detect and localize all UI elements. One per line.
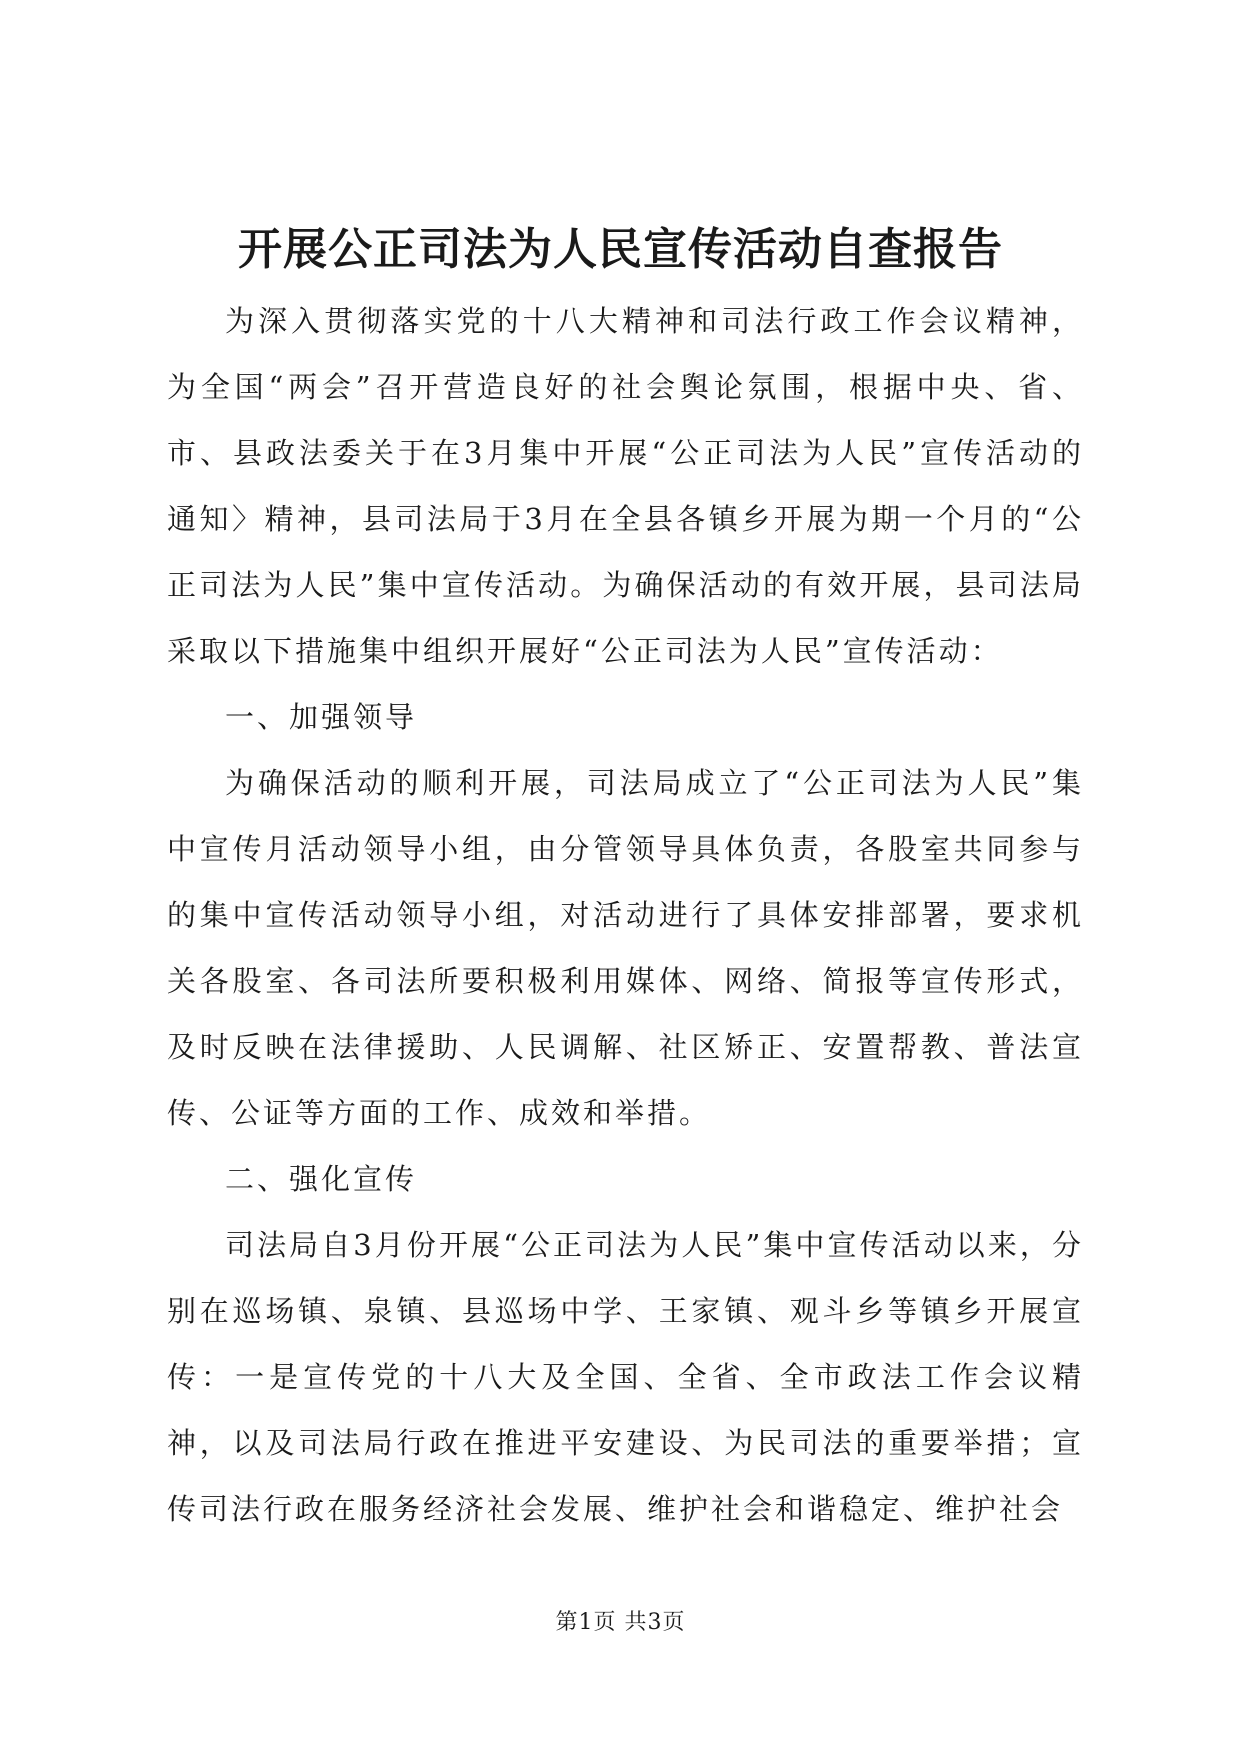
section-heading-1: 一、加强领导 [225, 700, 418, 734]
document-body [167, 288, 1084, 1542]
section-heading-2: 二、强化宣传 [225, 1162, 418, 1196]
paragraph-publicity: 司法局自3月份开展“公正司法为人民”集中宣传活动以来，分别在巡场镇、泉镇、县巡场中学、王家镇、观斗乡等镇乡开展宣传：一是宣传党的十八大及全国、全省、全市政法工作会议精神，以及司法局行政在推进平安建设、为民司法的重要举措；宣传司法行政在服务经济社会发展、维护社会和谐稳定、维护社会 [167, 1228, 1084, 1526]
page-number-footer: 第1页 共3页 [555, 1610, 686, 1635]
paragraph-leadership: 为确保活动的顺利开展，司法局成立了“公正司法为人民”集中宣传月活动领导小组，由分管领导具体负责，各股室共同参与的集中宣传活动领导小组，对活动进行了具体安排部署，要求机关各股室、各司法所要积极利用媒体、网络、简报等宣传形式，及时反映在法律援助、人民调解、社区矫正、安置帮教、普法宣传、公证等方面的工作、成效和举措。 [167, 766, 1084, 1130]
paragraph-intro: 为深入贯彻落实党的十八大精神和司法行政工作会议精神，为全国“两会”召开营造良好的社会舆论氛围，根据中央、省、市、县政法委关于在3月集中开展“公正司法为人民”宣传活动的通知〉精神，县司法局于3月在全县各镇乡开展为期一个月的“公正司法为人民”集中宣传活动。为确保活动的有效开展，县司法局采取以下措施集中组织开展好“公正司法为人民”宣传活动： [167, 304, 1084, 668]
document-title: 开展公正司法为人民宣传活动自查报告 [238, 224, 1003, 275]
